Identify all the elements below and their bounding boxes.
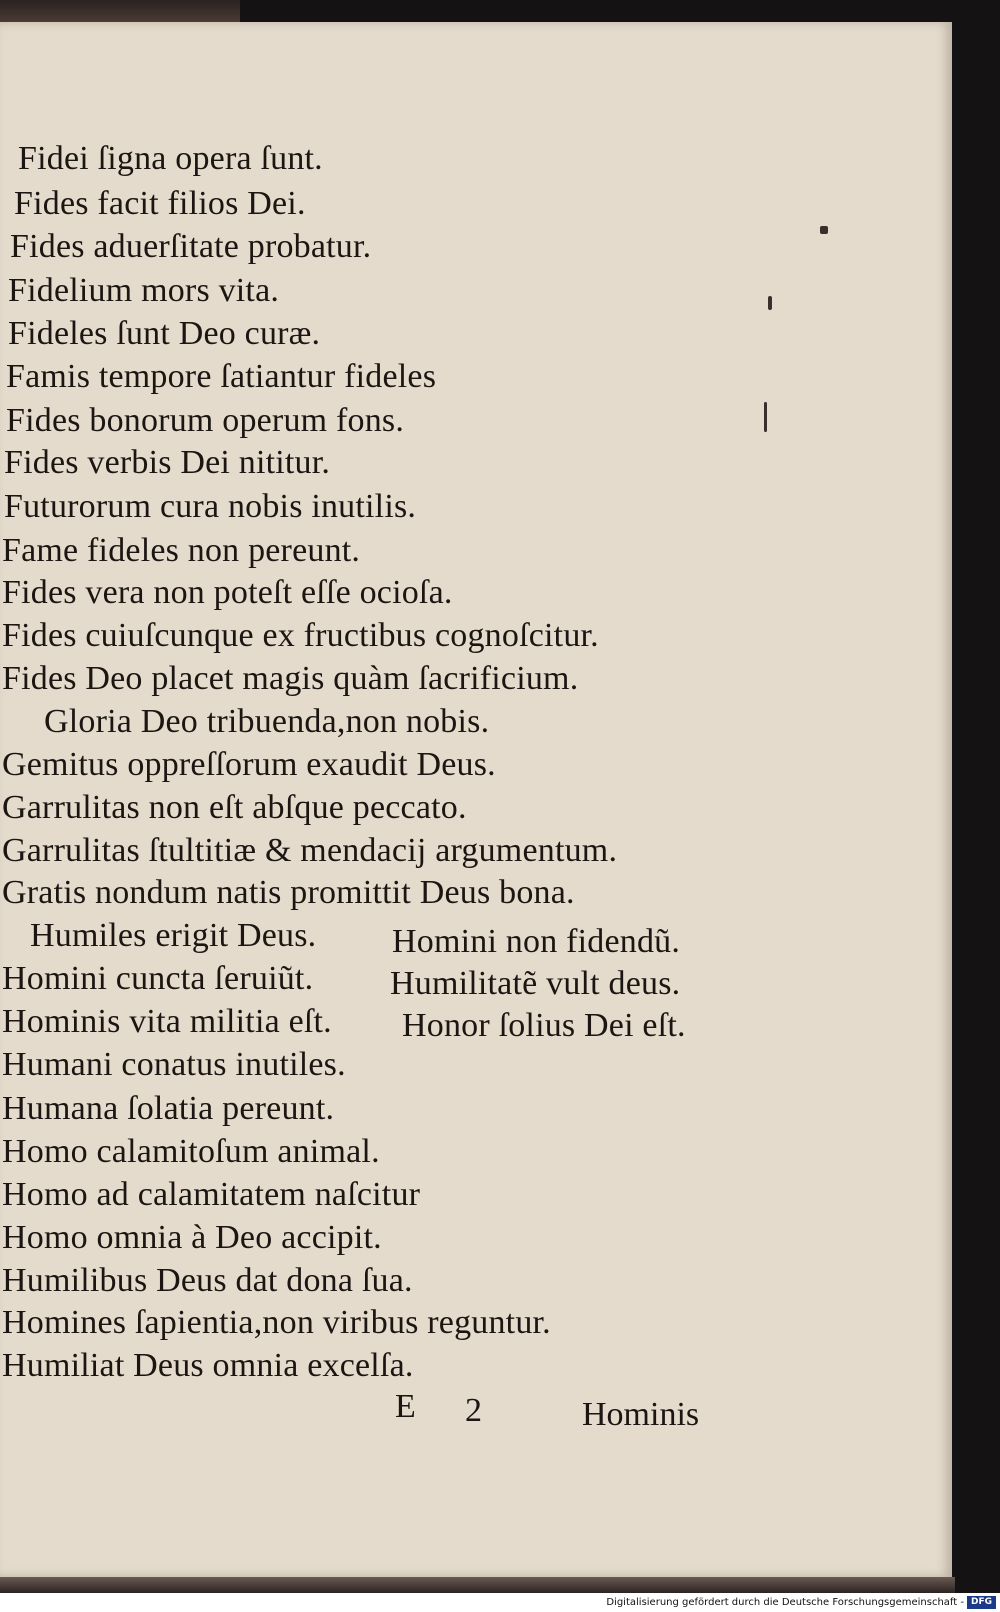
- text-line: Humana ſolatia pereunt.: [2, 1090, 335, 1127]
- text-line: Humani conatus inutiles.: [2, 1046, 346, 1083]
- text-line: Garrulitas non eſt abſque peccato.: [2, 789, 467, 826]
- signature-number: 2: [465, 1392, 482, 1429]
- text-line: Homines ſapientia,non viribus reguntur.: [2, 1304, 551, 1341]
- page-top-shadow: [0, 0, 240, 22]
- text-line: Gemitus oppreſſorum exaudit Deus.: [2, 746, 496, 783]
- footer-credit: Digitalisierung gefördert durch die Deutsche Forschungsgemeinschaft -: [606, 1597, 964, 1608]
- text-line: Fame fideles non pereunt.: [2, 532, 361, 569]
- text-line: Fides bonorum operum fons.: [6, 402, 405, 439]
- text-line: Homo calamitoſum animal.: [2, 1133, 380, 1170]
- text-line: Humiles erigit Deus.: [30, 917, 317, 954]
- text-line: Homo omnia à Deo accipit.: [2, 1219, 382, 1256]
- text-line: Hominis vita militia eſt.: [2, 1003, 332, 1040]
- text-line: Garrulitas ſtultitiæ & mendacij argumentum.: [2, 832, 618, 869]
- text-line: Gratis nondum natis promittit Deus bona.: [2, 874, 575, 911]
- catchword: Hominis: [582, 1396, 700, 1433]
- text-line: Homini cuncta ſeruiũt.: [2, 960, 314, 997]
- text-line: Fideles ſunt Deo curæ.: [8, 315, 321, 352]
- text-line: Fides verbis Dei nititur.: [4, 444, 331, 481]
- margin-mark: [768, 296, 772, 310]
- text-line: Fides Deo placet magis quàm ſacrificium.: [2, 660, 579, 697]
- margin-mark: [820, 226, 828, 234]
- text-line: Futurorum cura nobis inutilis.: [4, 488, 417, 525]
- text-line: Fidelium mors vita.: [8, 272, 280, 309]
- text-line-right: Humilitatẽ vult deus.: [390, 965, 681, 1002]
- text-line: Fides facit filios Dei.: [14, 185, 306, 222]
- page-bottom-edge: [0, 1577, 955, 1593]
- text-line: Fides cuiuſcunque ex fructibus cognoſcitur.: [2, 617, 599, 654]
- text-line: Fides aduerſitate probatur.: [10, 228, 372, 265]
- text-line: Fides vera non poteſt eſſe ocioſa.: [2, 574, 453, 611]
- text-line: Homo ad calamitatem naſcitur: [2, 1176, 421, 1213]
- text-line-right: Homini non fidendũ.: [392, 923, 681, 960]
- margin-mark: [764, 402, 767, 432]
- text-line: Fidei ſigna opera ſunt.: [18, 140, 323, 177]
- text-line: Famis tempore ſatiantur fideles: [6, 358, 437, 395]
- signature-mark: E: [395, 1388, 416, 1425]
- text-line-right: Honor ſolius Dei eſt.: [402, 1007, 686, 1044]
- dfg-logo: DFG: [967, 1596, 996, 1609]
- text-line: Gloria Deo tribuenda,non nobis.: [44, 703, 490, 740]
- text-line: Humiliat Deus omnia excelſa.: [2, 1347, 414, 1384]
- text-line: Humilibus Deus dat dona ſua.: [2, 1262, 413, 1299]
